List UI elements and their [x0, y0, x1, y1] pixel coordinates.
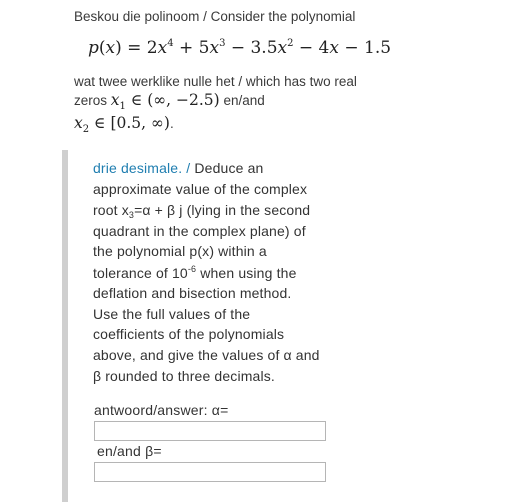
intro-line-1: Beskou die polinoom / Consider the polynomial: [74, 9, 356, 24]
question-line-9: coefficients of the polynomials: [93, 326, 285, 342]
question-line-5: the polynomial p(x) within a: [93, 243, 267, 259]
beta-answer-label: en/and β=: [97, 443, 162, 459]
question-line-8: Use the full values of the: [93, 306, 251, 322]
intro-line-4: $x_2$ ∈ [0.5, ∞).: [74, 114, 174, 135]
intro-line-2: wat twee werklike nulle het / which has two real: [74, 74, 357, 89]
polynomial-equation: $p(x) = 2x^4 + 5x^3 - 3.5x^2 - 4x - 1.5$: [88, 38, 392, 58]
question-line-11: β rounded to three decimals.: [93, 368, 275, 384]
question-line-2: approximate value of the complex: [93, 181, 308, 197]
beta-answer-input[interactable]: [94, 462, 326, 482]
question-line-3: root $x_3=\alpha + \beta$ j (lying in the second: [93, 202, 311, 220]
alpha-answer-input[interactable]: [94, 421, 326, 441]
question-line-10: above, and give the values of α and: [93, 347, 320, 363]
question-line-1: drie desimale. / Deduce an: [93, 160, 264, 176]
intro-line-3: zeros $x_1$ ∈ (∞, −2.5) en/and: [74, 91, 265, 112]
question-line-4: quadrant in the complex plane) of: [93, 223, 306, 239]
question-line-6: tolerance of $10^{-6}$ when using the: [93, 264, 297, 281]
question-line-7: deflation and bisection method.: [93, 285, 292, 301]
alpha-answer-label: antwoord/answer: α=: [94, 402, 229, 418]
